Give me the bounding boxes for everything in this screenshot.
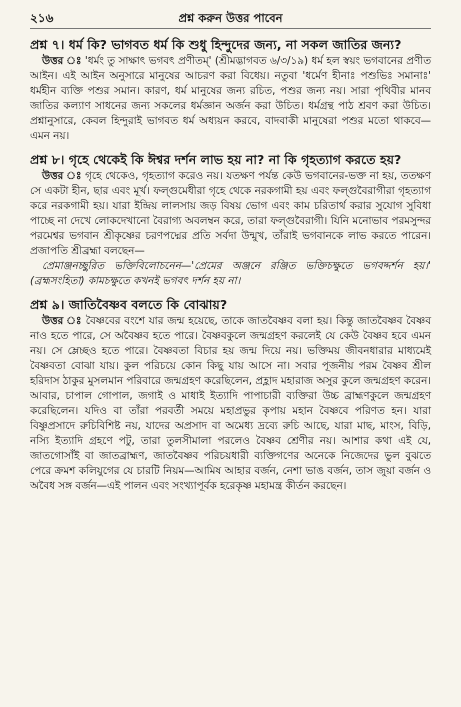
answer-text: গৃহে থেকেও, গৃহত্যাগ করেও নয়। যতক্ষণ পর্যন্ত কেউ ভগবানের-ভক্ত না হয়, ততক্ষণ সে একটা হীন, ছার এবং মূর্খ। ফল্গুমেধীরা গৃহে থেকে নরকগামী হয় এবং ফল্গুবৈরাগীরা গৃহত্যাগ করে নরকগামী হয়। যারা ইন্দ্রিয় লালসায় জড় বিষয় ভোগ এবং কাম চরিতার্থ করার সুযোগ সুবিধা পাচ্ছে না দেখে লোকদেখানো বৈরাগ্য অবলম্বন করে, তারা ফল্গুবৈরাগী। যিনি মনোভাব পরমসুন্দর পরমেশ্বর ভগবান শ্রীকৃষ্ণের চরণপদ্মের প্রতি সর্বদা উন্মুখ, তাঁরাই ভগবানকে লাভ করতে পারেন। প্রজাপতি শ্রীব্রহ্মা বলছেন—	[30, 170, 431, 257]
question-block-7	[30, 37, 431, 144]
question-9: প্রশ্ন ৯। জাতিবৈষ্ণব বলতে কি বোঝায়?	[30, 297, 228, 312]
running-title: প্রশ্ন করুন উত্তর পাবেন	[178, 11, 283, 25]
answer-label: উত্তর ঃ	[42, 315, 82, 327]
answer-label: উত্তর ঃ	[42, 170, 82, 182]
question-8: প্রশ্ন ৮। গৃহে থেকেই কি ঈশ্বর দর্শন লাভ হয় না? না কি গৃহত্যাগ করতে হয়?	[30, 152, 402, 167]
answer-text: 'ধর্মং তু সাক্ষাৎ ভগবৎ প্রণীতম্' (শ্রীমদ্ভাগবত ৬/৩/১৯) ধর্ম হল স্বয়ং ভগবানের প্রণীত আইন। এই আইন অনুসারে মানুষের আচরণ করা বিধেয়। নতুবা 'ধর্মেণ হীনাঃ পশুভিঃ সমানাঃ' ধর্মহীন ব্যক্তি পশুর সমান। কারণ, ধর্ম মানুষের জন্য রচিত, পশুর জন্য নয়। সারা পৃথিবীর মানব জাতির কল্যাণ সাধনের জন্য সকলের ধর্মজ্ঞান অর্জন করা উচিত। ধর্মগ্রন্থ পাঠ শ্রবণ করা উচিত। প্রশ্নানুসারে, কেবল হিন্দুরাই ভাগবত ধর্ম অধ্যয়ন করবে, বাদবাকী মানুষেরা পশুর মতো থাকবে—এমন নয়।	[30, 55, 432, 142]
question-block-9	[30, 297, 431, 494]
question-block-8	[30, 152, 431, 289]
shloka-8	[30, 259, 431, 289]
answer-7	[30, 54, 431, 144]
answer-9	[30, 314, 431, 494]
answer-text: বৈষ্ণবের বংশে যার জন্ম হয়েছে, তাকে জাতবৈষ্ণব বলা হয়। কিন্তু জাতবৈষ্ণব বৈষ্ণব নাও হতে পারে, সে অবৈষ্ণব হতে পারে। বৈষ্ণবকুলে জন্মগ্রহণ করলেই যে কেউ বৈষ্ণব হবে এমন নয়। সে ম্লেচ্ছও হতে পারে। বৈষ্ণবতা বিচার হয় জন্ম দিয়ে নয়। ভক্তিময় জীবনধারার মাধ্যমেই বৈষ্ণবতা বোঝা যায়। কুল পরিচয়ে কোন কিছু যায় আসে না। সবার পূজনীয় পরম বৈষ্ণব শ্রীল হরিদাস ঠাকুর মুসলমান পরিবারে জন্মগ্রহণ করেছিলেন, প্রহ্লাদ মহারাজ অসুর কুলে জন্মগ্রহণ করেন। আবার, চাপাল গোপাল, জগাই ও মাধাই ইত্যাদি পাপাচারী ব্যক্তিরা উচ্চ ব্রাহ্মণকুলে জন্মগ্রহণ করেছিলেন। যদিও বা তাঁরা পরবর্তী সময়ে মহাপ্রভুর কৃপায় মহান বৈষ্ণবে পরিণত হন। যারা বিষ্ণুপ্রসাদে রুচিবিশিষ্ট নয়, যাদের অপ্রসাদ বা অমেধ্য দ্রব্যে রুচি আছে, যারা মাছ, মাংস, বিড়ি, নস্যি ইত্যাদি গ্রহণে পটু, তারা তুলসীমালা পরলেও বৈষ্ণব শ্রেণীর নয়। আশার কথা এই যে, জাতগোসাঁই বা জাতব্রাহ্মণ, জাতবৈষ্ণব পরিচয়ধারী ব্যক্তিগণের অনেকে নিজেদের ভুল বুঝতে পেরে ক্রমশ কলিযুগের যে চারটি নিয়ম—আমিষ আহার বর্জন, নেশা ভাঙ বর্জন, তাস জুয়া বর্জন ও অবৈধ সঙ্গ বর্জন—এই পালন এবং সংখ্যাপূর্বক হরেকৃষ্ণ মহামন্ত্র কীর্তন করছেন।	[30, 315, 431, 492]
running-head	[30, 10, 431, 29]
page-number: ২১৬	[30, 11, 54, 25]
answer-8	[30, 169, 431, 259]
shloka-text: প্রেমাঞ্জনচ্ছুরিত ভক্তিবিলোচনেন—'প্রেমের অঞ্জনে রঞ্জিত ভক্তিচক্ষুতে ভগবদ্দর্শন হয়।' (ব্রহ্মসংহিতা) কামচক্ষুতে কখনই ভগবৎ দর্শন হয় না।	[30, 260, 431, 287]
answer-label: উত্তর ঃ	[42, 55, 82, 67]
question-7: প্রশ্ন ৭। ধর্ম কি? ভাগবত ধর্ম কি শুধু হিন্দুদের জন্য, না সকল জাতির জন্য?	[30, 37, 402, 52]
